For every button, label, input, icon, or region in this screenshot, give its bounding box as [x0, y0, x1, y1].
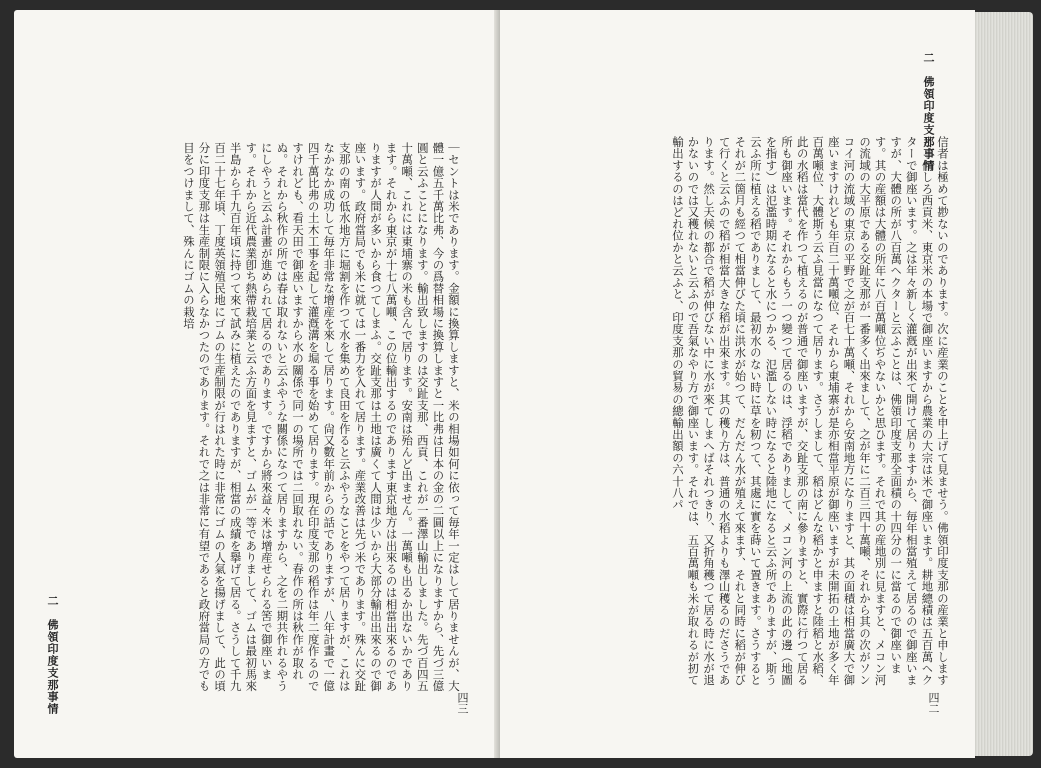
- left-page-running-header: 二 佛領印度支那事情: [46, 595, 59, 715]
- page-edges: [975, 12, 1033, 756]
- left-page: [14, 10, 500, 758]
- left-page-body-text: ｜セントは米であります。金額に換算しますと、米の相場如何に依って毎年一定はして居りませんが、大體一億五千萬比弗、今の爲替相場に換算しますと一比弗は日本の金の二圓以上になりますから、先づ三億圓と云ふことになります。輸出致しますのは交趾支那、西貢、これが一番澤山輸出しました。先づ百四五十萬噸、これには東埔寨の米も含んで居ります。安南は殆んど出ません。一萬噸も出るか出ないかであります。それから東京が十七八萬噸、この位輸出するのであります東京地方は出來るのは相當出來るのでありますが人間が多いから食つてしまふ。交趾支那は土地は廣くて人間は少いから大部分輸出出來るので御座います。政府當局でも米に就ては一番力を入れて居ります。産業改善は先づ米であります。殊んに交趾支那の南の低水地方に堀割を作つて水を集めて良田を作ると云ふやうなことをやつて居りますが、これはなかなか成功して毎年非常な增産を來して居ります。尙又數年前からの話でありますが、八年計畫で一億四千萬比弗の土木工事を起して灌漑溝を堀る事を始めて居ります。現在印度支那の稻作は年二度作るのですけれども、看天田で御座いますから水の關係で同一の場所では二回取れない。春作の所は秋作が取れぬ。それから秋作の所では春は取れないと云ふやうな關係になつて居りますから、之を二期共作れるやうにしやうと云ふ計畫が進められて居るのであります。ですから將來益々米は增産せられる筈で御座います。それから近代農業卽ち熱帶栽培業と云ふ方面を見ますと、ゴムが一等でありまして、ゴムは最初馬來半島から千九百年頃に持つて來て試みに植えたのでありますが、相當の成績を擧げて居る。さうして千九百二十七年頃、丁度英領殖民地にゴムの生産制限が行はれた時に非常にゴムの人氣を揚げまして、此の頃分に印度支那は生産制限に入らなかつたのであります。それで之は非常に有望であると政府當局の方でも目をつけまして、殊んにゴムの栽培: [181, 142, 461, 692]
- right-page: [500, 10, 975, 758]
- left-page-number: 四三: [456, 692, 469, 714]
- right-page-body-text: 信者は極めて尠ないのであります。次に産業のことを申上げて見ませう。佛領印度支那の産業と申しますと、何しろ西貢米、東京米の本場で御座いますから農業の大宗は米で御座います。耕地總積は五百萬ヘクターで御座います。之は年々新しく灌漑が出來て開けて居りますから、毎年相當殖えて居るので御座いますが、大體の所が八百萬ヘクターと云ふことは、佛領印度支那全面積の十四分の一に當るので御座います。其の産額は大體の所年に八百萬噸位ぢやないかと思ひます。それで其の産地別に見ますと、メコン河の流域の大平原である交趾支那が一番多く出來まして、之が年に二百三四十萬噸、それから其の次がソンコイ河の流域の東京の平野で之が百七十萬噸、それから安南地方になりますと、其の面積は相當廣大で御座いますけれども年百二十萬噸位、それから東埔寨が是亦相當平原が御座いますが未開拓の土地が多く年百萬噸位、大體斯う云ふ見當になつて居ります。さうしまして、稻はどんな稻かと申ますと陸稻と水稻、此の水稻は當代を作つて植えるのが普通で御座いますが、交趾支那の南に參りますと、實際に行つて居る所も御座います。それからもう一つ變つて居るのは、浮稻でありまして、メコン河の上流の此の邊（地圖を指す）は氾濫時期になると水につかる、氾濫しない時になると陸地になると云ふ所でありますが、斯う云ふ所に植える稻でありまして、最初水のない時に草を籾つて、其處に實を蒔いて置きます。さうするとそれが二箇月も經つて相當伸びた頃に洪水が始つて、だんだん水が殖えて來ます、それと同時に稻が伸びて行くと云ふので稻が相當大きな稻が出來ます。其の穫り方は、普通の水稻よりも澤山穫るのださうであります。然し天候の都合で稻が伸びない中に水が來てしまへばそれつきり、又折角穫つて居る時に水が退かないのでは又穫れないと云ふので吾氣なやり方で御座います。それでは、五百萬噸も米が取れるが扨て輸出するのはどれ位かと云ふと、印度支那の貿易の總輸出額の六十八パ: [670, 136, 950, 686]
- right-page-running-header: 二 佛領印度支那事情: [922, 52, 935, 172]
- right-page-number: 四二: [927, 692, 940, 714]
